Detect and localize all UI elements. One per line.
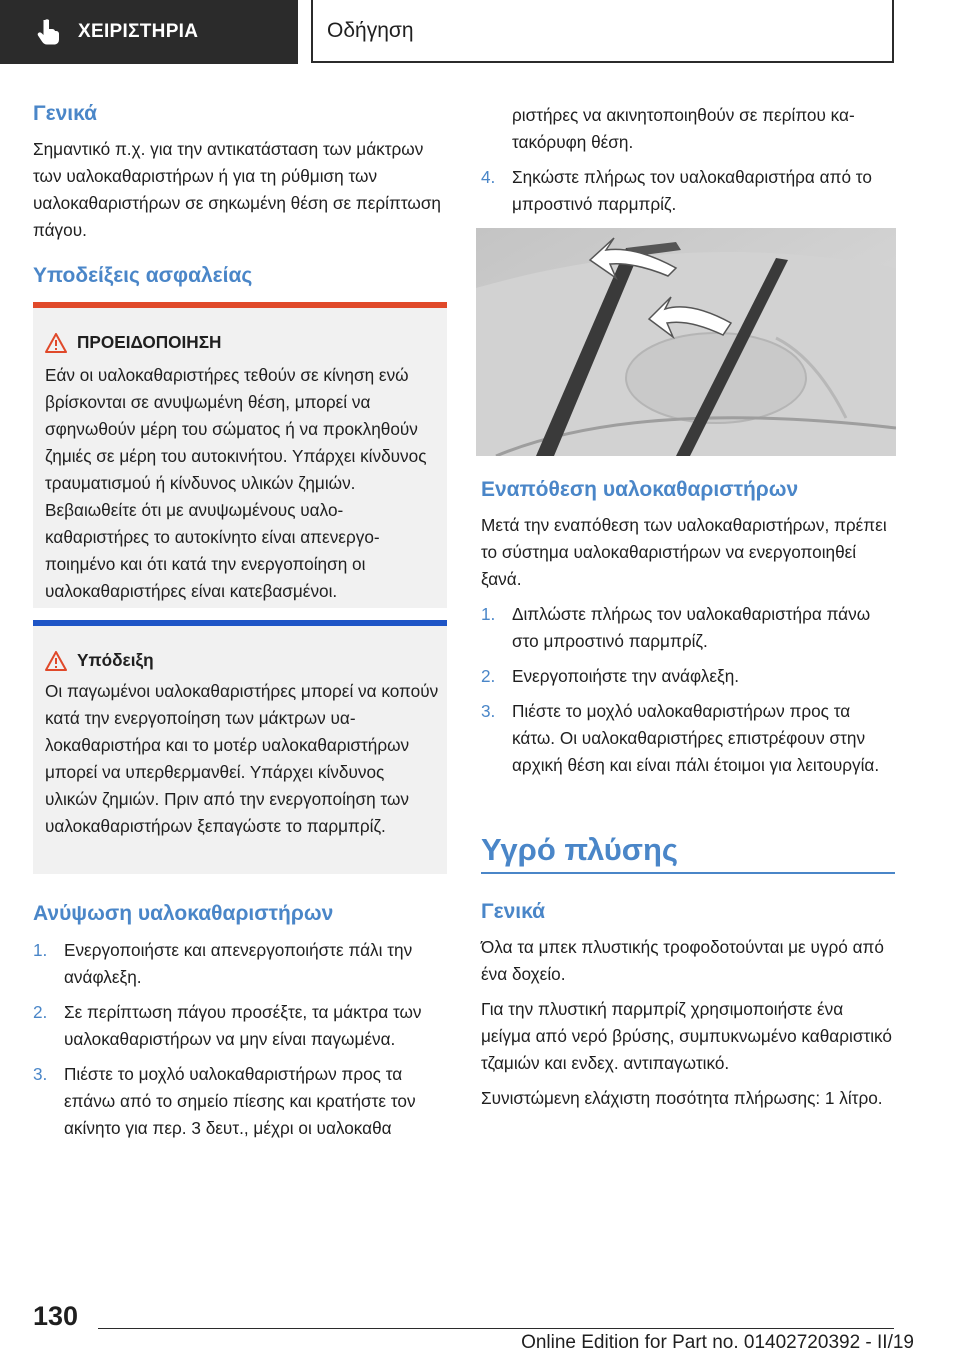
fluid-heading: Υγρό πλύσης	[481, 832, 679, 867]
edition-text: Online Edition for Part no. 01402720392 - II/19	[521, 1332, 914, 1353]
general-heading: Γενικά	[33, 102, 98, 125]
chapter-title: Οδήγηση	[327, 18, 414, 42]
list-item-text: Ενεργοποιήστε την ανάφλεξη.	[512, 666, 740, 686]
pointing-hand-icon	[34, 17, 64, 47]
fluid-paragraph-3: Συνιστώμενη ελάχιστη ποσότητα πλήρωσης: 1 λίτρο.	[481, 1088, 883, 1108]
warning-label: ΠΡΟΕΙΔΟΠΟΙΗΣΗ	[77, 332, 222, 352]
notice-text: Οι παγωμένοι υαλοκαθαριστήρες μπορεί να κοπούν κατά την ενεργοποίηση των μάκτρων υαλοκαθαριστήρα και το μοτέρ υαλοκαθαριστήρων μπορεί να υπερθερμανθεί. Υπάρχει κίνδυνος υλικών ζημιών. Πριν από την ενεργοποίηση των υαλοκαθαριστήρων ξεπαγώστε το παρμπρίζ.	[45, 681, 439, 836]
list-item-text: Διπλώστε πλήρως τον υαλοκαθαριστήρα πάνω στο μπροστινό παρμπρίζ.	[512, 604, 871, 651]
list-item-number: 1.	[33, 940, 48, 960]
list-item-number: 1.	[481, 604, 496, 624]
raise-heading: Ανύψωση υαλοκαθαριστήρων	[33, 902, 334, 925]
lower-steps-list	[481, 601, 895, 787]
list-item	[33, 937, 447, 991]
list-item-text: Πιέστε το μοχλό υαλοκαθαριστήρων προς τα επάνω από το σημείο πίεσης και κρατήστε τον ακίνητο για περ. 3 δευτ., μέχρι οι υαλοκαθα	[64, 1064, 416, 1138]
section-tab	[0, 0, 298, 64]
warning-bar	[33, 302, 447, 308]
list-item-text: Σε περίπτωση πάγου προσέξτε, τα μάκτρα των υαλοκαθαριστήρων να μην είναι παγωμένα.	[64, 1002, 422, 1049]
list-item	[481, 164, 895, 218]
notice-label: Υπόδειξη	[77, 650, 154, 670]
warning-triangle-icon	[45, 333, 67, 353]
fluid-heading-rule	[481, 872, 895, 874]
raise-steps-list	[33, 937, 447, 1150]
fluid-general-heading: Γενικά	[481, 900, 546, 923]
fluid-paragraph-1: Όλα τα μπεκ πλυστικής τροφοδοτούνται με υγρό από ένα δοχείο.	[481, 937, 884, 984]
list-item-number: 4.	[481, 167, 496, 187]
notice-triangle-icon	[45, 651, 67, 671]
notice-bar	[33, 620, 447, 626]
list-item-text: Σηκώστε πλήρως τον υαλοκαθαριστήρα από το μπροστινό παρμπρίζ.	[512, 167, 872, 214]
list-item	[481, 663, 895, 690]
lower-text: Μετά την εναπόθεση των υαλοκαθαριστήρων, πρέπει το σύστημα υαλοκαθαριστήρων να ενεργοποιηθεί ξανά.	[481, 515, 887, 589]
list-item	[33, 1061, 447, 1142]
fluid-paragraph-2: Για την πλυστική παρμπρίζ χρησιμοποιήστε ένα μείγμα από νερό βρύσης, συμπυκνωμένο καθαριστικό τζαμιών και ενδεχ. αντιπαγωτικό.	[481, 999, 892, 1073]
list-item	[481, 102, 895, 156]
list-item-number: 3.	[33, 1064, 48, 1084]
list-item	[481, 698, 895, 779]
list-item-number: 3.	[481, 701, 496, 721]
safety-heading: Υποδείξεις ασφαλείας	[33, 264, 253, 287]
list-item	[33, 999, 447, 1053]
notice-box	[33, 620, 447, 874]
chapter-tab	[311, 0, 894, 63]
list-item-number: 2.	[481, 666, 496, 686]
page-number: 130	[33, 1301, 79, 1331]
list-item-text: Ενεργοποιήστε και απενεργοποιήστε πάλι την ανάφλεξη.	[64, 940, 413, 987]
lower-heading: Εναπόθεση υαλοκαθαριστήρων	[481, 478, 799, 501]
general-text: Σημαντικό π.χ. για την αντικατάσταση των μάκτρων των υαλοκαθαριστήρων ή για τη ρύθμιση των υαλοκαθαριστήρων σε σηκωμένη θέση σε περίπτωση πάγου.	[33, 139, 441, 240]
list-item-text: Πιέστε το μοχλό υαλοκαθαριστήρων προς τα κάτω. Οι υαλοκαθαριστήρες επιστρέφουν στην αρχική θέση και είναι πάλι έτοιμοι για λειτουργία.	[512, 701, 880, 775]
list-item-text: ριστήρες να ακινητοποιηθούν σε περίπου κατακόρυφη θέση.	[512, 105, 855, 152]
wiper-illustration	[476, 228, 896, 456]
section-title: ΧΕΙΡΙΣΤΗΡΙΑ	[78, 21, 199, 42]
raise-steps-cont-list	[481, 102, 895, 226]
warning-text: Εάν οι υαλοκαθαριστήρες τεθούν σε κίνηση ενώ βρίσκονται σε ανυψωμένη θέση, μπορεί να σφηνωθούν μέρη του σώματος ή να προκληθούν ζημιές σε μέρη του αυτοκινήτου. Υπάρχει κίνδυνος τραυματισμού ή κίνδυνος υλικών ζημιών. Βεβαιωθείτε ότι με ανυψωμένους υαλοκαθαριστήρες το αυτοκίνητο είναι απενεργοποιημένο και ότι κατά την ενεργοποίηση οι υαλοκαθαριστήρες είναι κατεβασμένοι.	[45, 365, 427, 601]
warning-box	[33, 302, 447, 608]
list-item-number: 2.	[33, 1002, 48, 1022]
list-item	[481, 601, 895, 655]
footer-rule	[98, 1328, 894, 1329]
windshield-wiper-image	[476, 228, 896, 456]
